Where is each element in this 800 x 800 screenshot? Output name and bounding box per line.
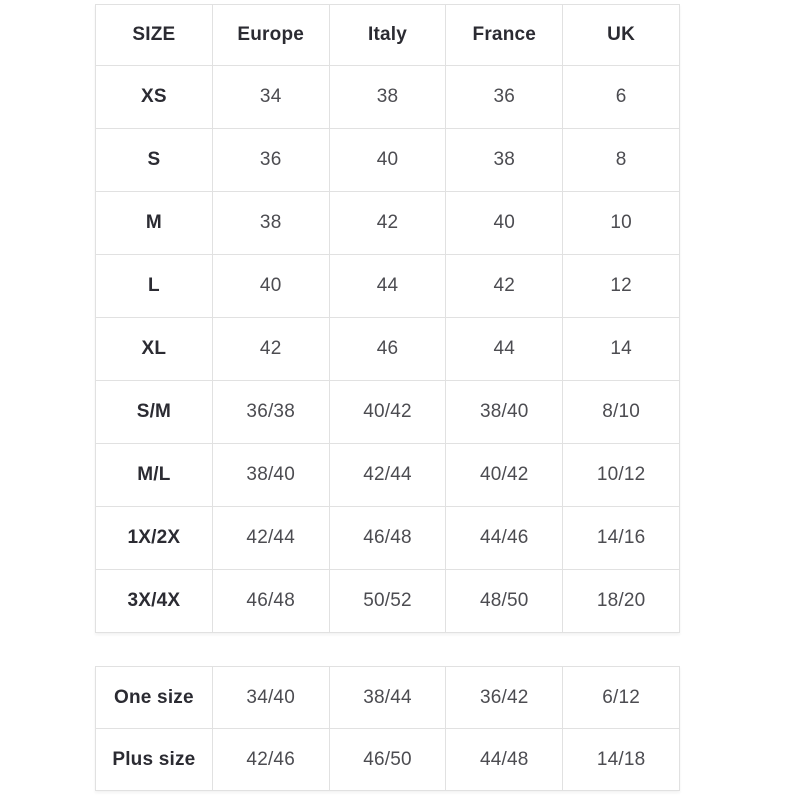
table-row [96,507,680,570]
column-header-cell: SIZE [96,5,213,66]
table-row [96,318,680,381]
value-cell: 40/42 [446,444,563,507]
size-label-cell: L [96,255,213,318]
size-label-cell: One size [96,667,213,729]
value-cell: 42/44 [212,507,329,570]
header-row [96,5,680,66]
column-header-cell: Europe [212,5,329,66]
value-cell: 12 [563,255,680,318]
value-cell: 14/18 [563,729,680,791]
size-label-cell: 3X/4X [96,570,213,633]
value-cell: 44 [446,318,563,381]
value-cell: 42 [446,255,563,318]
table-header [96,5,680,66]
value-cell: 46/48 [329,507,446,570]
size-label-cell: 1X/2X [96,507,213,570]
size-label-cell: Plus size [96,729,213,791]
value-cell: 6 [563,66,680,129]
value-cell: 38/40 [212,444,329,507]
value-cell: 36/38 [212,381,329,444]
value-cell: 38/44 [329,667,446,729]
table-row [96,667,680,729]
value-cell: 6/12 [563,667,680,729]
value-cell: 34 [212,66,329,129]
value-cell: 44/48 [446,729,563,791]
value-cell: 34/40 [212,667,329,729]
table-row [96,381,680,444]
column-header-cell: UK [563,5,680,66]
value-cell: 40 [212,255,329,318]
table-row [96,192,680,255]
value-cell: 44 [329,255,446,318]
table-row [96,444,680,507]
size-label-cell: XS [96,66,213,129]
value-cell: 38/40 [446,381,563,444]
value-cell: 42/44 [329,444,446,507]
table-row [96,729,680,791]
column-header-cell: France [446,5,563,66]
value-cell: 40 [446,192,563,255]
column-header-cell: Italy [329,5,446,66]
value-cell: 10 [563,192,680,255]
size-label-cell: XL [96,318,213,381]
value-cell: 36/42 [446,667,563,729]
table-body [96,66,680,633]
value-cell: 46/48 [212,570,329,633]
value-cell: 44/46 [446,507,563,570]
size-label-cell: M [96,192,213,255]
value-cell: 14 [563,318,680,381]
value-cell: 8/10 [563,381,680,444]
value-cell: 46 [329,318,446,381]
value-cell: 40 [329,129,446,192]
special-size-table [95,666,680,791]
table-row [96,66,680,129]
value-cell: 48/50 [446,570,563,633]
value-cell: 46/50 [329,729,446,791]
value-cell: 42/46 [212,729,329,791]
value-cell: 18/20 [563,570,680,633]
table-row [96,570,680,633]
value-cell: 40/42 [329,381,446,444]
main-size-table [95,4,680,633]
value-cell: 36 [446,66,563,129]
table-row [96,255,680,318]
value-cell: 38 [446,129,563,192]
value-cell: 8 [563,129,680,192]
value-cell: 38 [212,192,329,255]
value-cell: 42 [329,192,446,255]
value-cell: 14/16 [563,507,680,570]
table-row [96,129,680,192]
value-cell: 50/52 [329,570,446,633]
value-cell: 10/12 [563,444,680,507]
value-cell: 36 [212,129,329,192]
size-label-cell: M/L [96,444,213,507]
value-cell: 42 [212,318,329,381]
size-label-cell: S [96,129,213,192]
table-body [96,667,680,791]
size-label-cell: S/M [96,381,213,444]
value-cell: 38 [329,66,446,129]
